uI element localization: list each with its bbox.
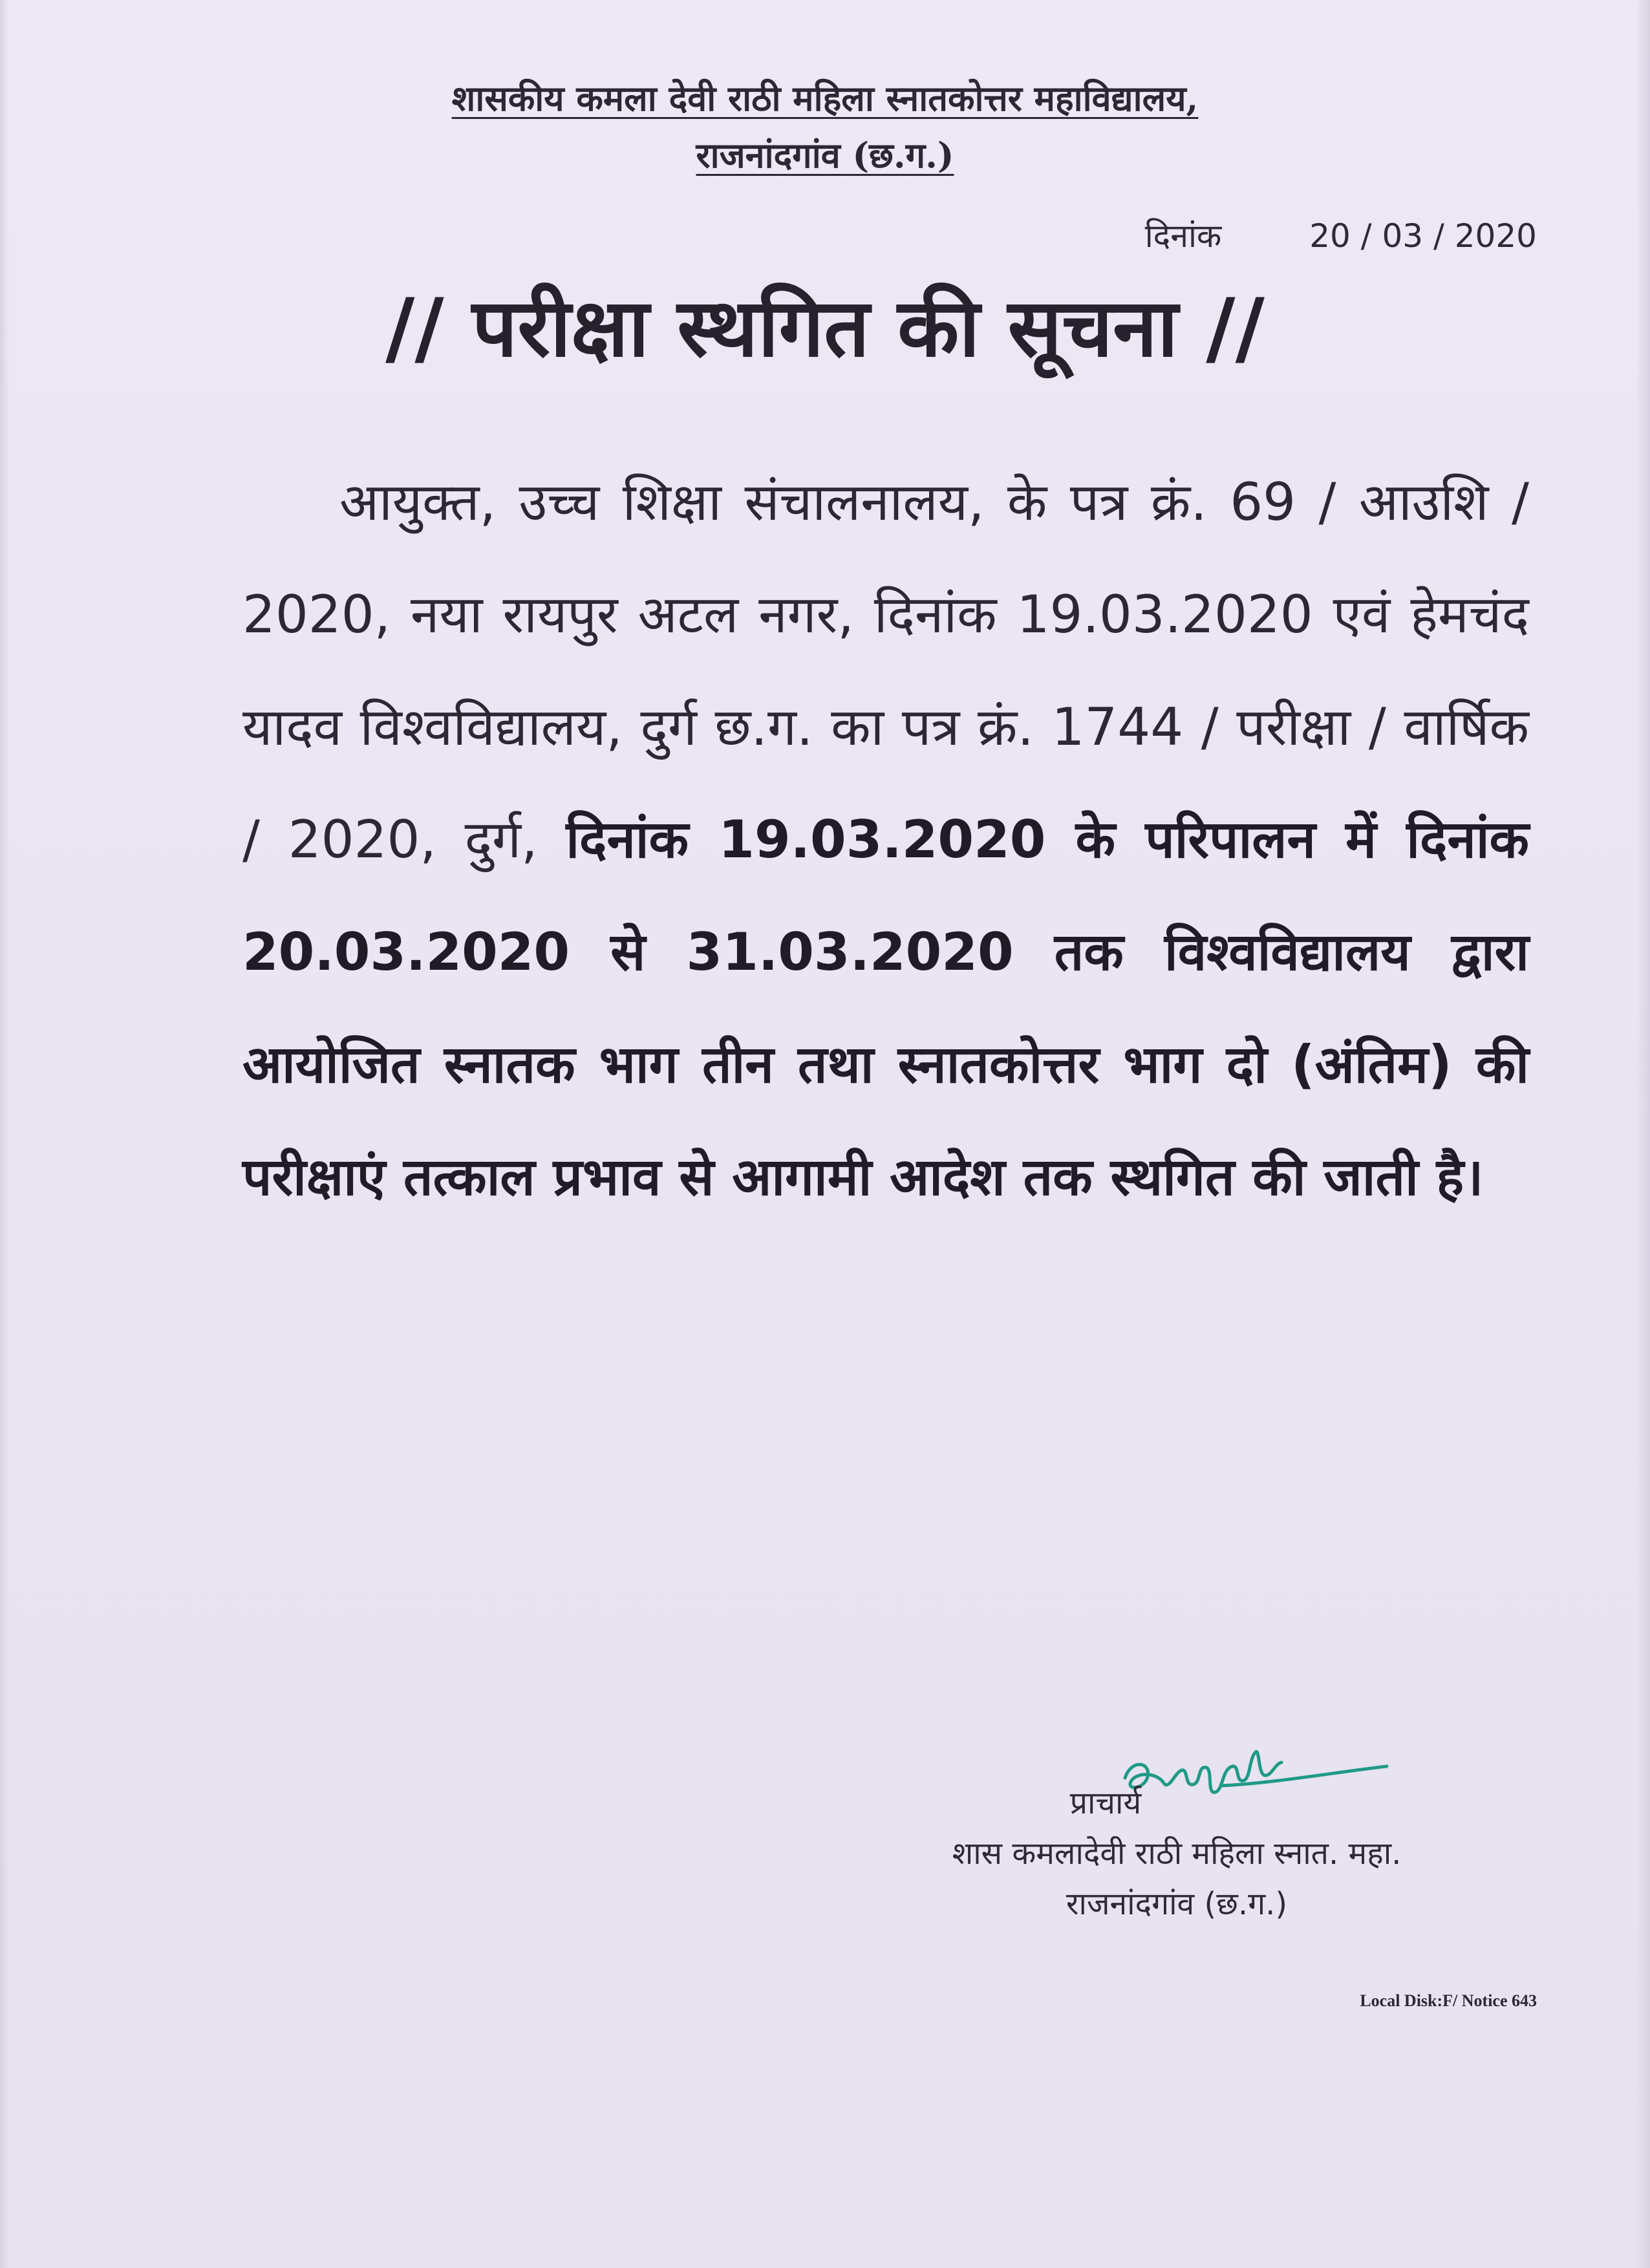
date-value: 20 / 03 / 2020 <box>1309 217 1537 255</box>
file-reference: Local Disk:F/ Notice 643 <box>1360 1991 1537 2010</box>
date-label: दिनांक <box>1144 217 1222 255</box>
signatory-block <box>815 1778 1539 1929</box>
notice-body <box>242 446 1529 1234</box>
college-name-line2: राजनांदगांव (छ.ग.) <box>696 134 954 176</box>
notice-title: // परीक्षा स्थगित की सूचना // <box>385 282 1265 375</box>
college-name-line1: शासकीय कमला देवी राठी महिला स्नातकोत्तर महाविद्यालय, <box>451 78 1199 119</box>
signatory-institution: शास कमलादेवी राठी महिला स्नात. महा. <box>952 1835 1402 1872</box>
body-regular-text: आयुक्त, उच्च शिक्षा संचालनालय, के पत्र क्रं. 69 / आउशि / 2020, नया रायपुर अटल नगर, दिनांक 19.03.2020 एवं हेमचंद यादव विश्वविद्यालय, दुर्ग छ.ग. का पत्र क्रं. 1744 / परीक्षा / वार्षिक / 2020, दुर्ग, <box>242 472 1529 870</box>
signatory-designation: प्राचार्य <box>1069 1785 1142 1821</box>
notice-date <box>1144 217 1537 255</box>
body-bold-text: दिनांक 19.03.2020 के परिपालन में दिनांक 20.03.2020 से 31.03.2020 तक विश्वविद्यालय द्वारा आयोजित स्नातक भाग तीन तथा स्नातकोत्तर भाग दो (अंतिम) की परीक्षाएं तत्काल प्रभाव से आगामी आदेश तक स्थगित की जाती है। <box>242 809 1529 1207</box>
signatory-place: राजनांदगांव (छ.ग.) <box>1066 1886 1288 1922</box>
